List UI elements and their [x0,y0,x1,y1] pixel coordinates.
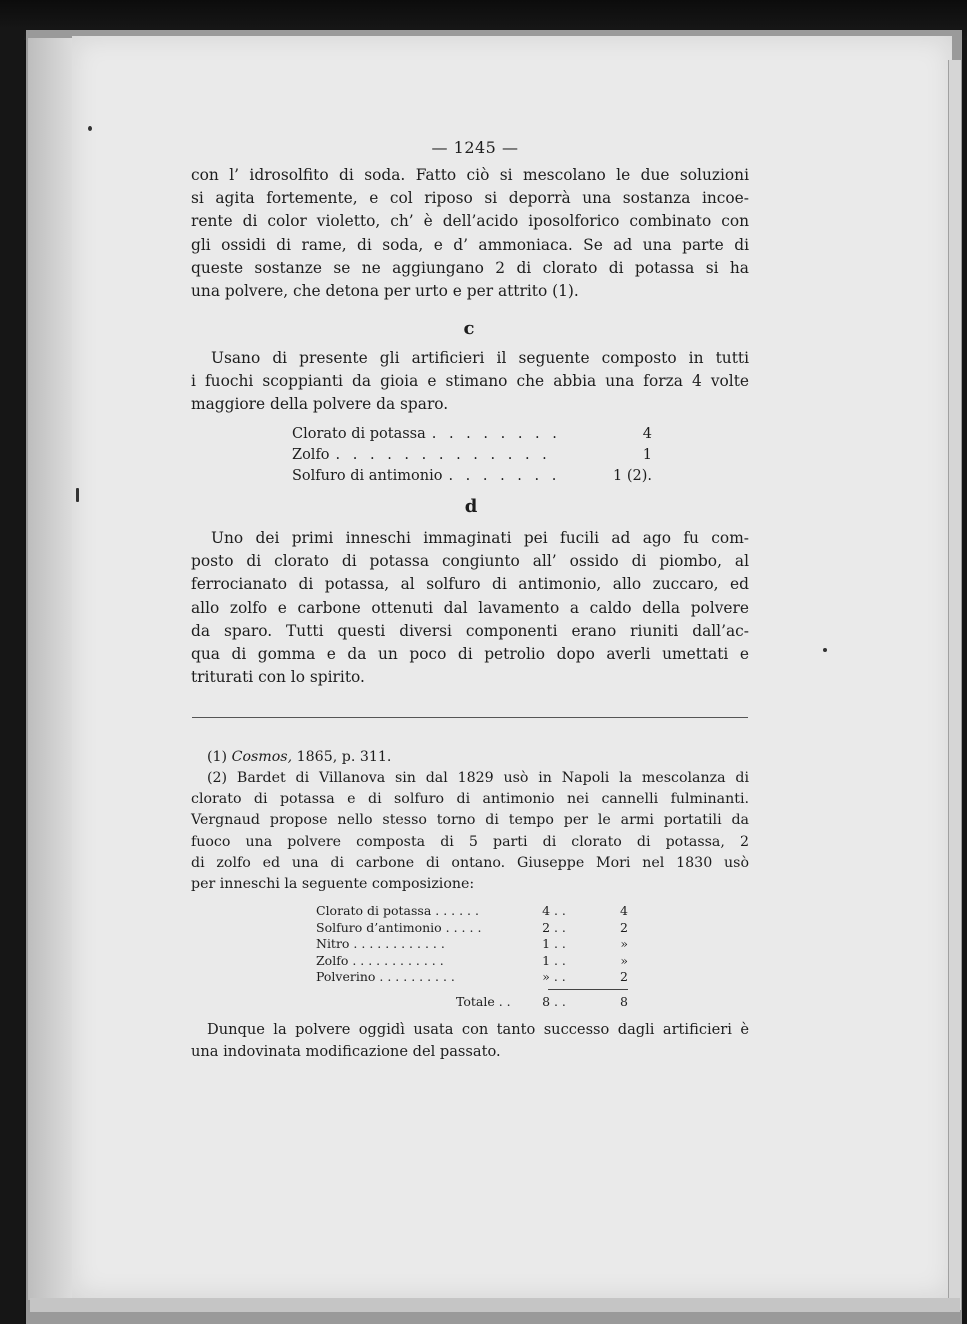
table-row [316,936,628,953]
text-line: da sparo. Tutti questi diversi componenti erano riuniti dall’ac- [191,621,749,640]
total-value: 8 [620,994,628,1009]
table-cell-value: 2 . . [542,919,566,935]
scan-background-left [0,30,24,1324]
recipe-quantity: 4 [642,426,652,442]
text-line: allo zolfo e carbone ottenuti dal lavamento a caldo della polvere [191,598,749,617]
footnote-source: Cosmos, [231,749,293,765]
text-line: con l’ idrosolfito di soda. Fatto ciò si mescolano le due soluzioni [191,166,749,184]
table-cell-name: Zolfo . . . . . . . . . . . . [316,952,444,968]
footnote-text: 1865, p. 311. [296,749,392,765]
recipe-table [292,424,652,487]
table-cell-name: Nitro . . . . . . . . . . . . [316,936,445,952]
text-line: si agita fortemente, e col riposo si deporrà una sostanza incoe- [191,189,749,208]
table-cell-value: 2 [620,969,628,985]
scan-speck [823,648,827,652]
text-line: una indovinata modificazione del passato. [191,1043,501,1060]
section-letter-c: c [463,318,475,339]
leader-dots: . . . . . . . [448,468,561,484]
table-cell-value: 2 [620,919,628,935]
footnote-separator [192,717,748,718]
table-row [316,953,628,970]
recipe-ingredient: Solfuro di antimonio [292,468,443,484]
table-row [316,903,628,920]
text-line: qua di gomma e da un poco di petrolio dopo averli umettati e [191,645,749,664]
total-rule [548,989,628,990]
page-number: — 1245 — [431,138,519,157]
table-cell-name: Polverino . . . . . . . . . . [316,969,455,985]
paragraph-section-d [191,527,749,689]
paragraph-continuation [191,164,749,303]
leader-dots: . . . . . . . . . . . . . [335,447,551,463]
footnote-marker: (1) [207,749,228,765]
leader-dots: . . . . . . . . [431,426,561,442]
table-cell-value: 1 . . [542,936,566,952]
table-row [316,969,628,986]
total-label: Totale . . [456,994,511,1009]
text-line: di zolfo ed una di carbone di ontano. Giuseppe Mori nel 1830 usò [191,854,749,871]
table-cell-name: Solfuro d’antimonio . . . . . [316,919,482,935]
recipe-row [292,466,652,487]
text-line: posto di clorato di potassa congiunto all’ ossido di piombo, al [191,552,749,571]
text-line: fuoco una polvere composta di 5 parti di clorato di potassa, 2 [191,833,749,850]
page-bottom-edge [30,1298,960,1312]
recipe-ingredient: Clorato di potassa [292,426,426,442]
text-line: maggiore della polvere da sparo. [191,395,449,414]
text-line: i fuochi scoppianti da gioia e stimano che abbia una forza 4 volte [191,372,749,391]
footnote-1 [191,747,749,768]
footnote-2 [191,768,749,895]
text-line: Dunque la polvere oggidì usata con tanto successo dagli artificieri è [207,1021,749,1038]
recipe-quantity: 1 [642,447,652,463]
recipe-quantity: 1 (2). [613,468,652,484]
text-line: una polvere, che detona per urto e per attrito (1). [191,282,579,301]
text-line: clorato di potassa e di solfuro di antimonio nei cannelli fulminanti. [191,791,749,808]
recipe-row [292,424,652,445]
text-line: gli ossidi di rame, di soda, e d’ ammoniaca. Se ad una parte di [191,235,749,254]
table-cell-value: 1 . . [542,952,566,968]
closing-paragraph [191,1019,749,1063]
text-line: Uno dei primi inneschi immaginati pei fucili ad ago fu com- [211,529,749,547]
text-line: ferrocianato di potassa, al solfuro di antimonio, allo zuccaro, ed [191,575,749,594]
text-line: queste sostanze se ne aggiungano 2 di clorato di potassa si ha [191,258,749,277]
table-cell-value: » [620,936,628,952]
scan-speck [76,488,79,502]
table-cell-value: » [620,952,628,968]
table-cell-value: 4 [620,903,628,918]
text-line: Usano di presente gli artificieri il seguente composto in tutti [211,349,749,367]
text-line: (2) Bardet di Villanova sin dal 1829 usò in Napoli la mescolanza di [207,770,749,786]
table-cell-name: Clorato di potassa . . . . . . [316,903,479,918]
text-line: per inneschi la seguente composizione: [191,876,475,893]
section-letter-d: d [464,496,478,517]
recipe-ingredient: Zolfo [292,447,330,463]
text-line: triturati con lo spirito. [191,668,365,687]
composition-table [316,903,628,986]
table-total-row [456,994,628,1009]
page-right-edge [948,60,961,1310]
table-cell-value: » . . [542,969,566,985]
table-row [316,920,628,937]
table-cell-value: 4 . . [542,903,566,918]
paragraph-section-c [191,347,749,417]
recipe-row [292,445,652,466]
text-line: rente di color violetto, ch’ è dell’acido iposolforico combinato con [191,212,749,231]
scan-speck [88,126,92,131]
binding-strip [28,38,72,1300]
total-value: 8 . . [542,994,566,1009]
text-line: Vergnaud propose nello stesso torno di tempo per le armi portatili da [191,812,749,829]
